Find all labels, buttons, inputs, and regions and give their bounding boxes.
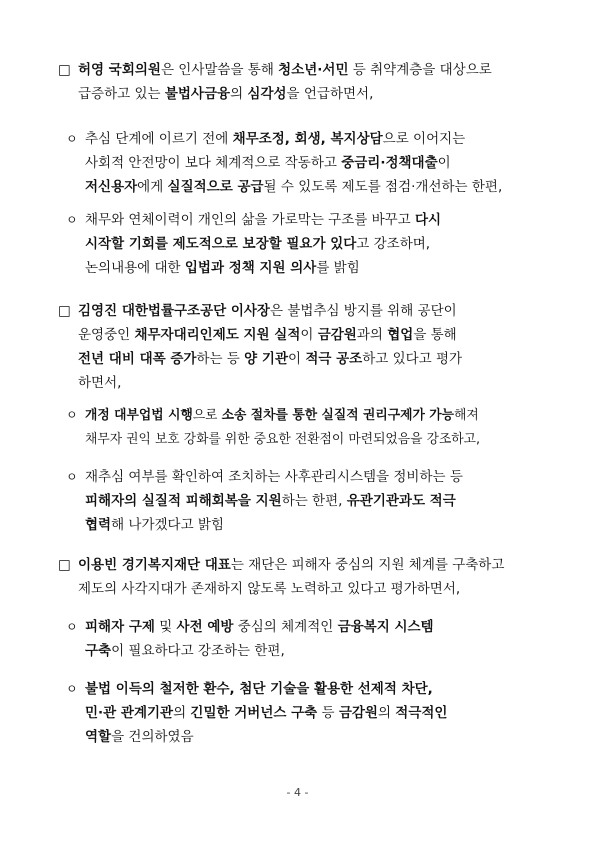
bold-text: 협업: [387, 327, 414, 343]
bold-text: 적극적인: [395, 705, 448, 721]
kim-young-jin-point-1: [66, 403, 548, 452]
text-line: [58, 371, 548, 395]
body-text: 등 취약계층을 대상으로: [348, 62, 492, 78]
bold-text: 허영 국회의원: [78, 62, 161, 78]
circle-bullet-icon: ㅇ: [66, 682, 78, 696]
text-line: [58, 299, 548, 323]
body-text: 운영중인: [78, 327, 135, 343]
text-line: [66, 175, 548, 199]
body-text: 채무와 연체이력이 개인의 삶을 가로막는 구조를 바꾸고: [85, 212, 415, 228]
bold-text: 사전 예방: [176, 619, 234, 635]
text-line: [66, 428, 548, 452]
bold-text: 불법사금융: [164, 86, 231, 102]
bold-text: 피해자 구제: [85, 619, 155, 635]
bold-text: 개정 대부업법 시행: [85, 408, 193, 423]
text-line: [66, 615, 548, 639]
bold-text: 협력: [85, 517, 112, 533]
bold-text: 유관기관과도 적극: [346, 493, 456, 509]
square-bullet-icon: □: [58, 557, 71, 573]
text-line: [58, 577, 548, 601]
text-line: [66, 489, 548, 513]
bold-text: 중금리·정책대출: [341, 155, 438, 171]
bold-text: 다시: [414, 212, 442, 228]
text-line: [58, 58, 548, 82]
body-text: 고 강조하며,: [356, 236, 431, 252]
text-line: [66, 677, 548, 701]
body-text: 는 재단은 피해자 중심의 지원 체계를 구축하고: [230, 557, 505, 573]
body-text: 을 통해: [413, 327, 457, 343]
body-text: 이: [437, 155, 451, 171]
text-line: [66, 403, 548, 428]
circle-bullet-icon: ㅇ: [66, 620, 78, 634]
text-line: [66, 256, 548, 280]
body-text: 하고 있다고 평가: [362, 351, 463, 367]
body-text: 과의: [356, 327, 388, 343]
text-line: [66, 639, 548, 663]
body-text: 될 수 있도록 제도를 점검·개선하는 한편,: [263, 179, 503, 195]
bold-text: 구축: [85, 643, 112, 659]
bold-text: 금감원: [338, 705, 378, 721]
body-text: 중심의 체계적인: [233, 619, 338, 635]
heo-young-point-1: [66, 127, 548, 199]
body-text: 제도의 사각지대가 존재하지 않도록 노력하고 있다고 평가하면서,: [78, 581, 461, 597]
bold-text: 민·관 관계기관: [85, 705, 174, 721]
square-bullet-icon: □: [58, 62, 71, 78]
body-text: 으로: [192, 408, 222, 423]
body-text: 의: [377, 705, 396, 721]
circle-bullet-icon: ㅇ: [66, 408, 78, 422]
body-text: 으로 이어지는: [382, 131, 466, 147]
square-bullet-icon: □: [58, 303, 71, 319]
text-line: [66, 232, 548, 256]
text-line: [66, 725, 548, 749]
heo-young-block: [58, 58, 548, 106]
body-text: 논의내용에 대한: [85, 260, 185, 276]
text-line: [66, 151, 548, 175]
body-text: 를 밝힘: [316, 260, 360, 276]
body-text: 이 필요하다고 강조하는 한편,: [111, 643, 285, 659]
heo-young-point-2: [66, 208, 548, 280]
text-line: [66, 465, 548, 489]
bold-text: 전년 대비 대폭 증가: [78, 351, 197, 367]
body-text: 등: [317, 705, 339, 721]
bold-text: 소송 절차를 통한 실질적 권리구제가 가능: [221, 408, 455, 423]
bold-text: 채무자대리인제도 지원 실적: [134, 327, 301, 343]
bold-text: 긴밀한 거버넌스 구축: [190, 705, 318, 721]
bold-text: 채무조정, 회생, 복지상담: [232, 131, 383, 147]
bold-text: 피해자의 실질적 피해회복을 지원: [85, 493, 282, 509]
bold-text: 저신용자: [85, 179, 138, 195]
body-text: 재추심 여부를 확인하여 조치하는 사후관리시스템을 정비하는 등: [85, 469, 463, 485]
bold-text: 양 기관: [244, 351, 288, 367]
bold-text: 금융복지 시스템: [337, 619, 434, 635]
text-line: [58, 553, 548, 577]
kim-young-jin-point-2: [66, 465, 548, 537]
bold-text: 입법과 정책 지원 의사: [184, 260, 317, 276]
body-text: 이: [287, 351, 306, 367]
circle-bullet-icon: ㅇ: [66, 470, 78, 484]
body-text: 하는 한편,: [281, 493, 347, 509]
bold-text: 김영진 대한법률구조공단 이사장: [78, 303, 270, 319]
text-line: [66, 208, 548, 232]
bold-text: 실질적으로 공급: [167, 179, 264, 195]
body-text: 의: [230, 86, 248, 102]
bold-text: 역할: [85, 729, 112, 745]
body-text: 에게: [137, 179, 168, 195]
bold-text: 금감원: [317, 327, 357, 343]
bold-text: 청소년·서민: [278, 62, 349, 78]
text-line: [66, 701, 548, 725]
body-text: 하면서,: [78, 375, 122, 391]
kim-young-jin-block: [58, 299, 548, 395]
body-text: 을 건의하였음: [111, 729, 194, 745]
body-text: 채무자 권익 보호 강화를 위한 중요한 전환점이 마련되었음을 강조하고,: [85, 432, 481, 447]
body-text: 추심 단계에 이르기 전에: [85, 131, 233, 147]
body-text: 의: [173, 705, 191, 721]
lee-yong-bin-point-1: [66, 615, 548, 663]
text-line: [58, 82, 548, 106]
bold-text: 불법 이득의 철저한 환수, 첨단 기술을 활용한 선제적 차단,: [85, 681, 433, 697]
body-text: 해져: [454, 408, 479, 423]
body-text: 및: [154, 619, 177, 635]
body-text: 은 인사말씀을 통해: [160, 62, 279, 78]
body-text: 급증하고 있는: [78, 86, 165, 102]
text-line: [66, 513, 548, 537]
page-number: - 4 -: [286, 786, 309, 799]
body-text: 은 불법추심 방지를 위해 공단이: [269, 303, 457, 319]
lee-yong-bin-point-2: [66, 677, 548, 749]
bold-text: 이용빈 경기복지재단 대표: [78, 557, 231, 573]
body-text: 해 나가겠다고 밝힘: [111, 517, 225, 533]
body-text: 하는 등: [196, 351, 245, 367]
body-text: 사회적 안전망이 보다 체계적으로 작동하고: [85, 155, 342, 171]
bold-text: 시작할 기회를 제도적으로 보장할 필요가 있다: [85, 236, 357, 252]
body-text: 이: [300, 327, 318, 343]
text-line: [66, 127, 548, 151]
bold-text: 심각성: [247, 86, 287, 102]
bold-text: 적극 공조: [305, 351, 363, 367]
circle-bullet-icon: ㅇ: [66, 132, 78, 146]
body-text: 을 언급하면서,: [286, 86, 374, 102]
lee-yong-bin-block: [58, 553, 548, 601]
text-line: [58, 347, 548, 371]
circle-bullet-icon: ㅇ: [66, 213, 78, 227]
text-line: [58, 323, 548, 347]
